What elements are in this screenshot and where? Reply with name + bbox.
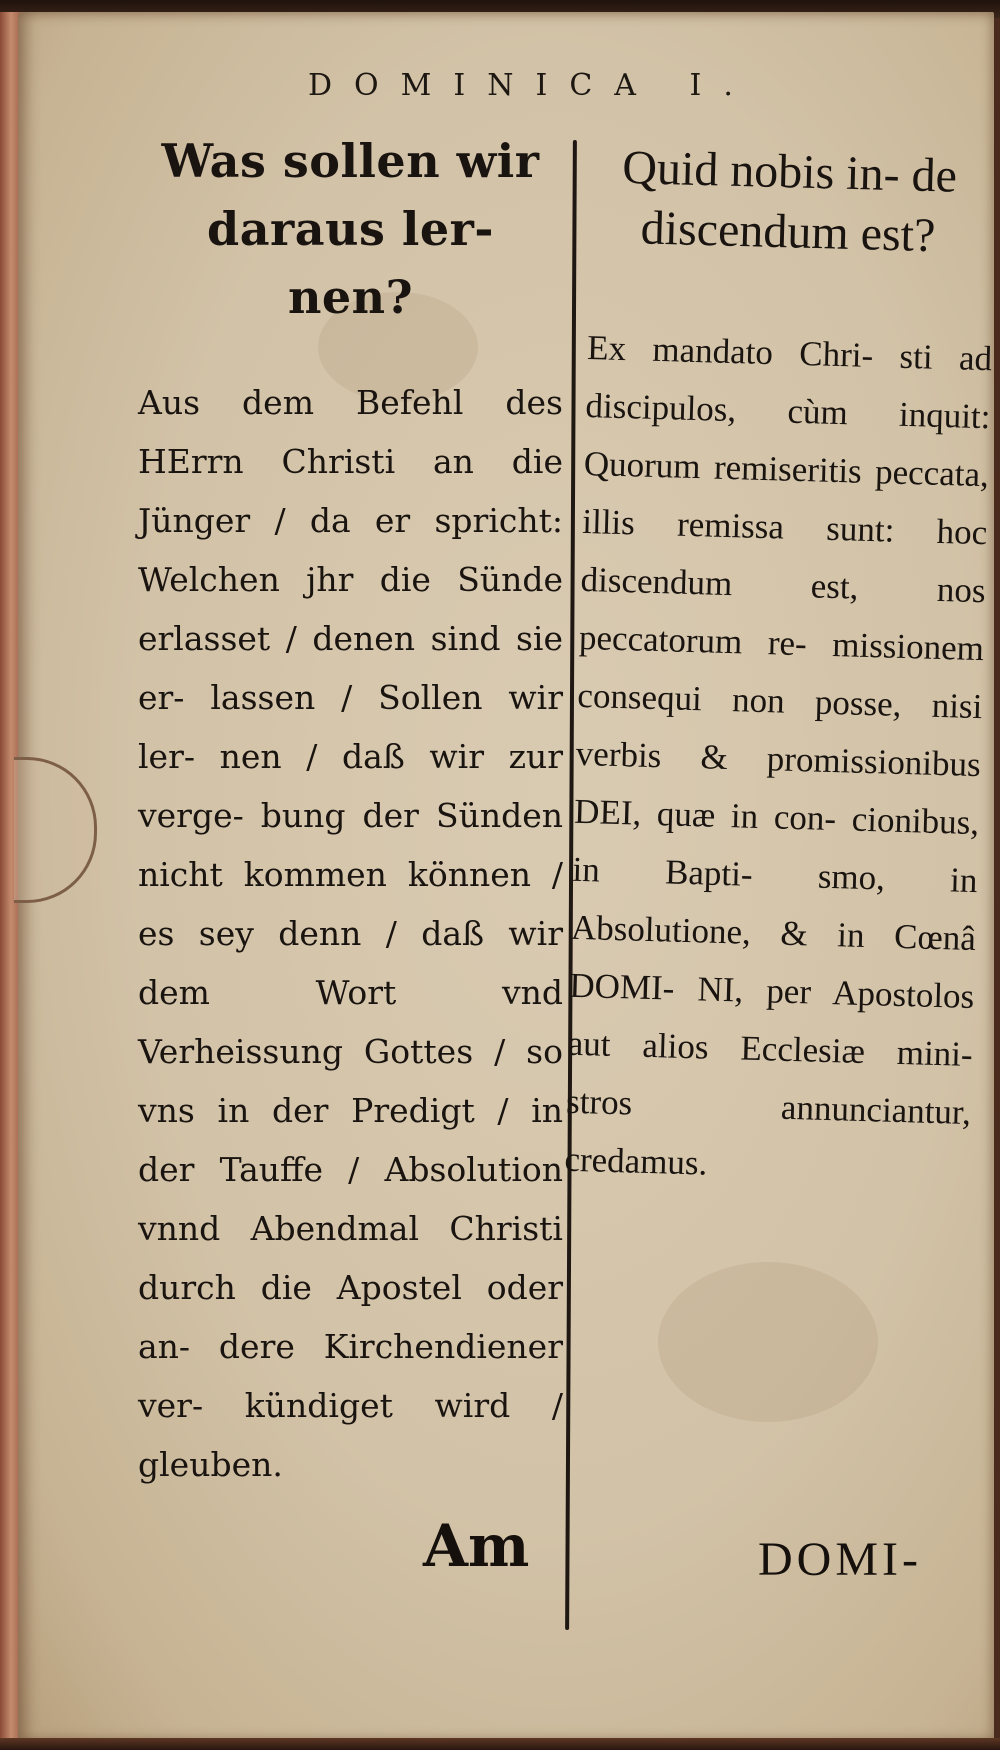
latin-answer: Ex mandato Chri- sti ad discipulos, cùm inquit: Quorum remiseritis peccata, illis remissa sunt: hoc discendum est, nos peccatorum re- missionem consequi non posse, nisi verbis & promissionibus DEI, quæ in con- cionibus, in Bapti- smo, in Absolutione, & in Cœnâ DOMI- NI, per Apostolos aut alios Ecclesiæ mini- stros annunciantur, credamus. bbox=[563, 327, 993, 1183]
latin-column bbox=[563, 137, 993, 1189]
book-page bbox=[18, 12, 994, 1742]
paper-stain bbox=[658, 1262, 878, 1422]
german-column bbox=[138, 127, 563, 1494]
running-head: DOMINICA I. bbox=[308, 68, 755, 103]
german-catchword: Am bbox=[423, 1512, 530, 1580]
latin-question: Quid nobis in- de discendum est? bbox=[621, 140, 958, 263]
latin-catchword: DOMI- bbox=[758, 1533, 922, 1586]
german-question: Was sollen wir daraus ler- nen? bbox=[161, 134, 540, 324]
book-bottom-edge bbox=[0, 1738, 1000, 1750]
german-answer: Aus dem Befehl des HErrn Christi an die Jünger / da er spricht: Welchen jhr die Sünde erlasset / denen sind sie er- lassen / Sollen wir ler- nen / daß wir zur verge- bung der Sünden nicht kommen können / es sey denn / daß wir dem Wort vnd Verheissung Gottes / so vns in der Predigt / in der Tauffe / Absolution vnnd Abendmal Christi durch die Apostel oder an- dere Kirchendiener ver- kündiget wird / gleuben. bbox=[138, 383, 563, 1484]
page-tab-marker bbox=[14, 757, 97, 903]
